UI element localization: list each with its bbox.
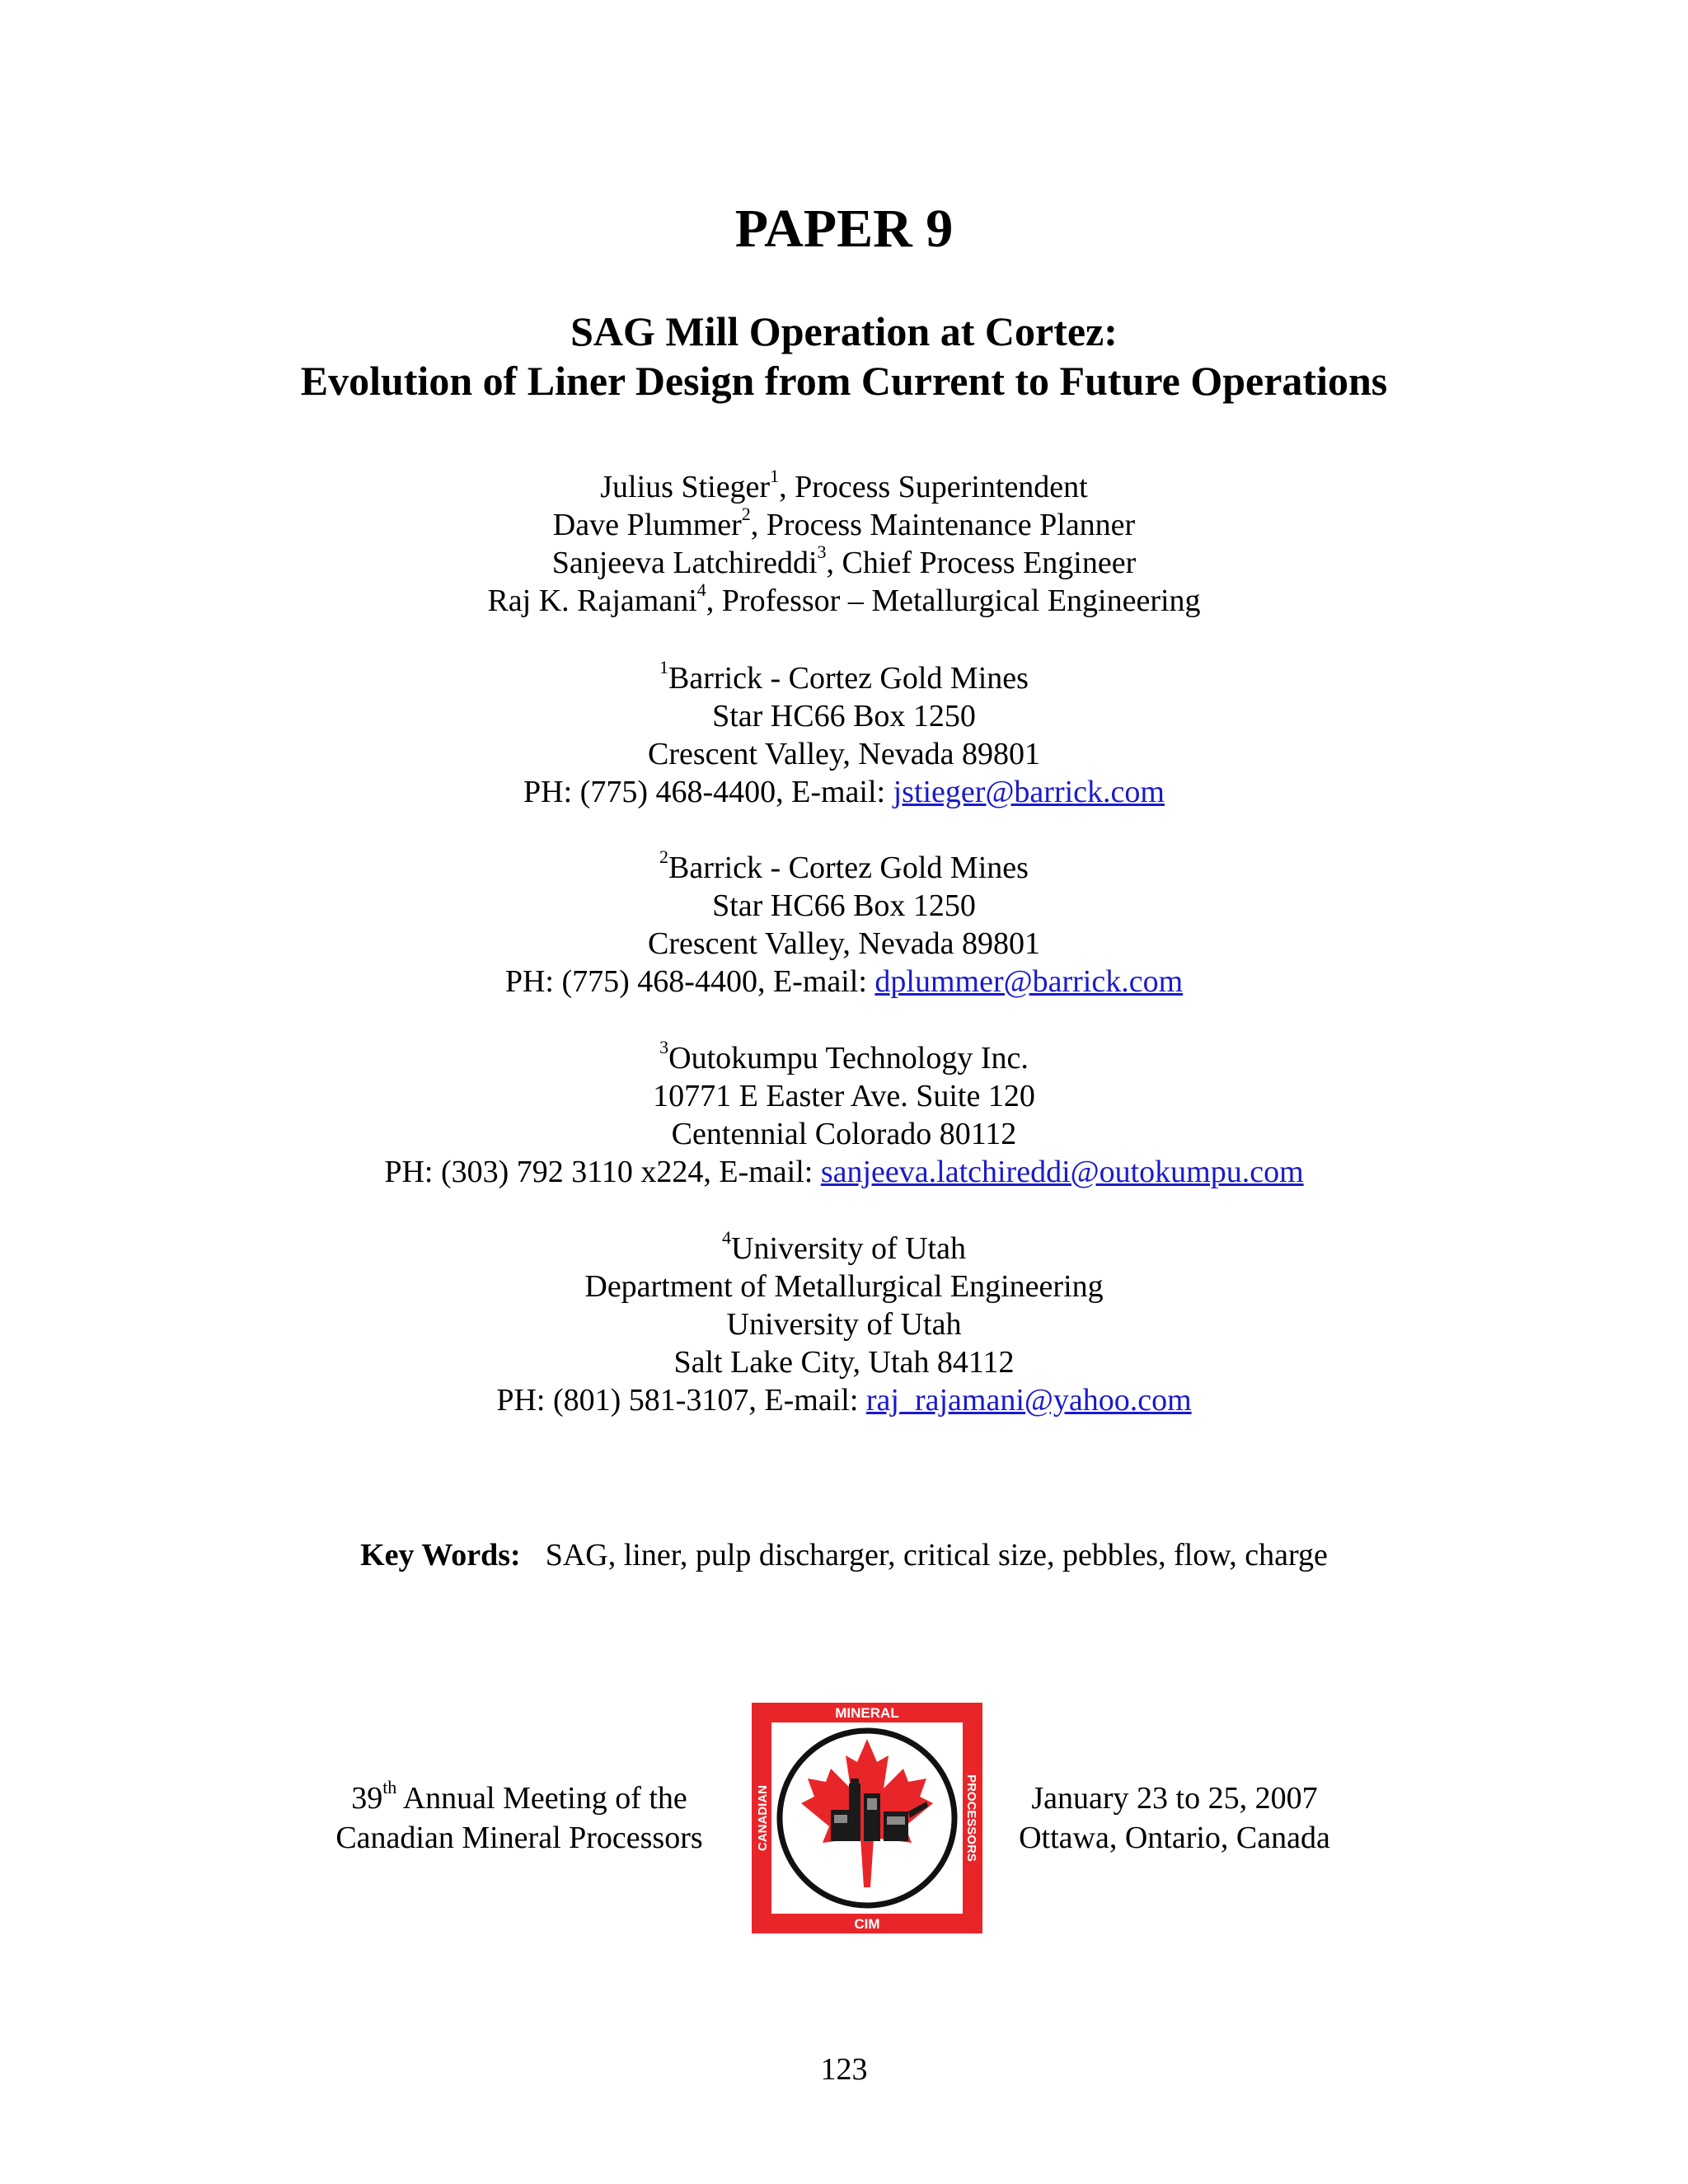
keywords xyxy=(0,1536,1688,1574)
paper-subtitle xyxy=(0,307,1688,405)
meeting-info xyxy=(297,1779,742,1858)
affil-org-line: $^3$Outokumpu Technology Inc. xyxy=(659,1037,1029,1076)
meeting-line-1: 39th Annual Meeting of the xyxy=(351,1777,687,1816)
author-line xyxy=(0,506,1688,544)
affil-contact-line: PH: (775) 468-4400, E-mail: dplummer@barrick.com xyxy=(504,964,1184,999)
affil-address-line: University of Utah xyxy=(726,1307,962,1342)
affil-address-line: Salt Lake City, Utah 84112 xyxy=(673,1345,1015,1380)
affil-mark: 1 xyxy=(659,657,669,678)
subtitle-line-1: SAG Mill Operation at Cortez: xyxy=(570,308,1118,354)
author-line xyxy=(0,468,1688,506)
affil-org-line: $^1$Barrick - Cortez Gold Mines xyxy=(659,657,1029,696)
author-affil-mark: 1 xyxy=(770,466,780,487)
subtitle-line-2: Evolution of Liner Design from Current to Future Operations xyxy=(300,358,1388,404)
paper-title: PAPER 9 xyxy=(734,199,954,259)
author-role: , Process Superintendent xyxy=(779,470,1088,504)
dates-line-1: January 23 to 25, 2007 xyxy=(1031,1781,1318,1816)
meeting-dates xyxy=(989,1779,1360,1858)
affiliation-2 xyxy=(0,846,1688,1001)
page-number: 123 xyxy=(820,2052,868,2087)
affil-mark: 3 xyxy=(659,1037,669,1058)
email-link[interactable]: jstieger@barrick.com xyxy=(893,775,1165,809)
logo-text-right: PROCESSORS xyxy=(964,1774,978,1862)
affil-address-line: Crescent Valley, Nevada 89801 xyxy=(648,737,1040,771)
author-role: , Professor – Metallurgical Engineering xyxy=(706,583,1201,618)
author-line xyxy=(0,579,1688,620)
author-affil-mark: 2 xyxy=(741,504,751,525)
affil-org-line: $^4$University of Utah xyxy=(722,1227,966,1266)
affil-org-line: $^2$Barrick - Cortez Gold Mines xyxy=(659,846,1029,885)
author-affil-mark: 4 xyxy=(696,579,706,601)
affil-contact-line: PH: (801) 581-3107, E-mail: raj_rajamani@yahoo.com xyxy=(496,1383,1192,1418)
affiliation-1 xyxy=(0,659,1688,811)
keywords-label: Key Words: xyxy=(360,1538,521,1572)
dates-line-2: Ottawa, Ontario, Canada xyxy=(1019,1821,1330,1855)
author-role: , Process Maintenance Planner xyxy=(750,508,1136,542)
affil-mark: 4 xyxy=(722,1227,732,1249)
affil-mark: 2 xyxy=(659,846,669,868)
email-link[interactable]: sanjeeva.latchireddi@outokumpu.com xyxy=(820,1155,1304,1189)
affiliation-3 xyxy=(0,1039,1688,1191)
affil-address-line: Star HC66 Box 1250 xyxy=(712,699,976,733)
author-name: Dave Plummer xyxy=(552,508,742,542)
affil-address-line: Crescent Valley, Nevada 89801 xyxy=(648,926,1040,961)
email-link[interactable]: raj_rajamani@yahoo.com xyxy=(865,1383,1192,1418)
affil-address-line: Department of Metallurgical Engineering xyxy=(584,1269,1104,1304)
author-name: Raj K. Rajamani xyxy=(487,583,697,618)
affil-address-line: Centennial Colorado 80112 xyxy=(671,1117,1017,1151)
logo-text-top: MINERAL xyxy=(835,1705,899,1721)
email-link[interactable]: dplummer@barrick.com xyxy=(874,964,1184,999)
author-affil-mark: 3 xyxy=(817,541,827,563)
author-name: Julius Stieger xyxy=(600,470,771,504)
affil-address-line: 10771 E Easter Ave. Suite 120 xyxy=(653,1079,1035,1113)
affil-contact-line: PH: (303) 792 3110 x224, E-mail: sanjeeva.latchireddi@outokumpu.com xyxy=(384,1155,1304,1189)
affiliation-4 xyxy=(0,1227,1688,1419)
author-line xyxy=(0,541,1688,582)
author-list xyxy=(0,468,1688,620)
logo-text-left: CANADIAN xyxy=(756,1785,770,1851)
cmp-cim-logo xyxy=(752,1703,982,1933)
affil-address-line: Star HC66 Box 1250 xyxy=(712,888,976,923)
keywords-text: SAG, liner, pulp discharger, critical size, pebbles, flow, charge xyxy=(545,1538,1328,1572)
logo-text-bottom: CIM xyxy=(854,1916,880,1932)
author-name: Sanjeeva Latchireddi xyxy=(551,546,818,580)
affil-contact-line: PH: (775) 468-4400, E-mail: jstieger@barrick.com xyxy=(523,775,1165,809)
author-role: , Chief Process Engineer xyxy=(826,546,1137,580)
meeting-line-2: Canadian Mineral Processors xyxy=(335,1821,703,1855)
